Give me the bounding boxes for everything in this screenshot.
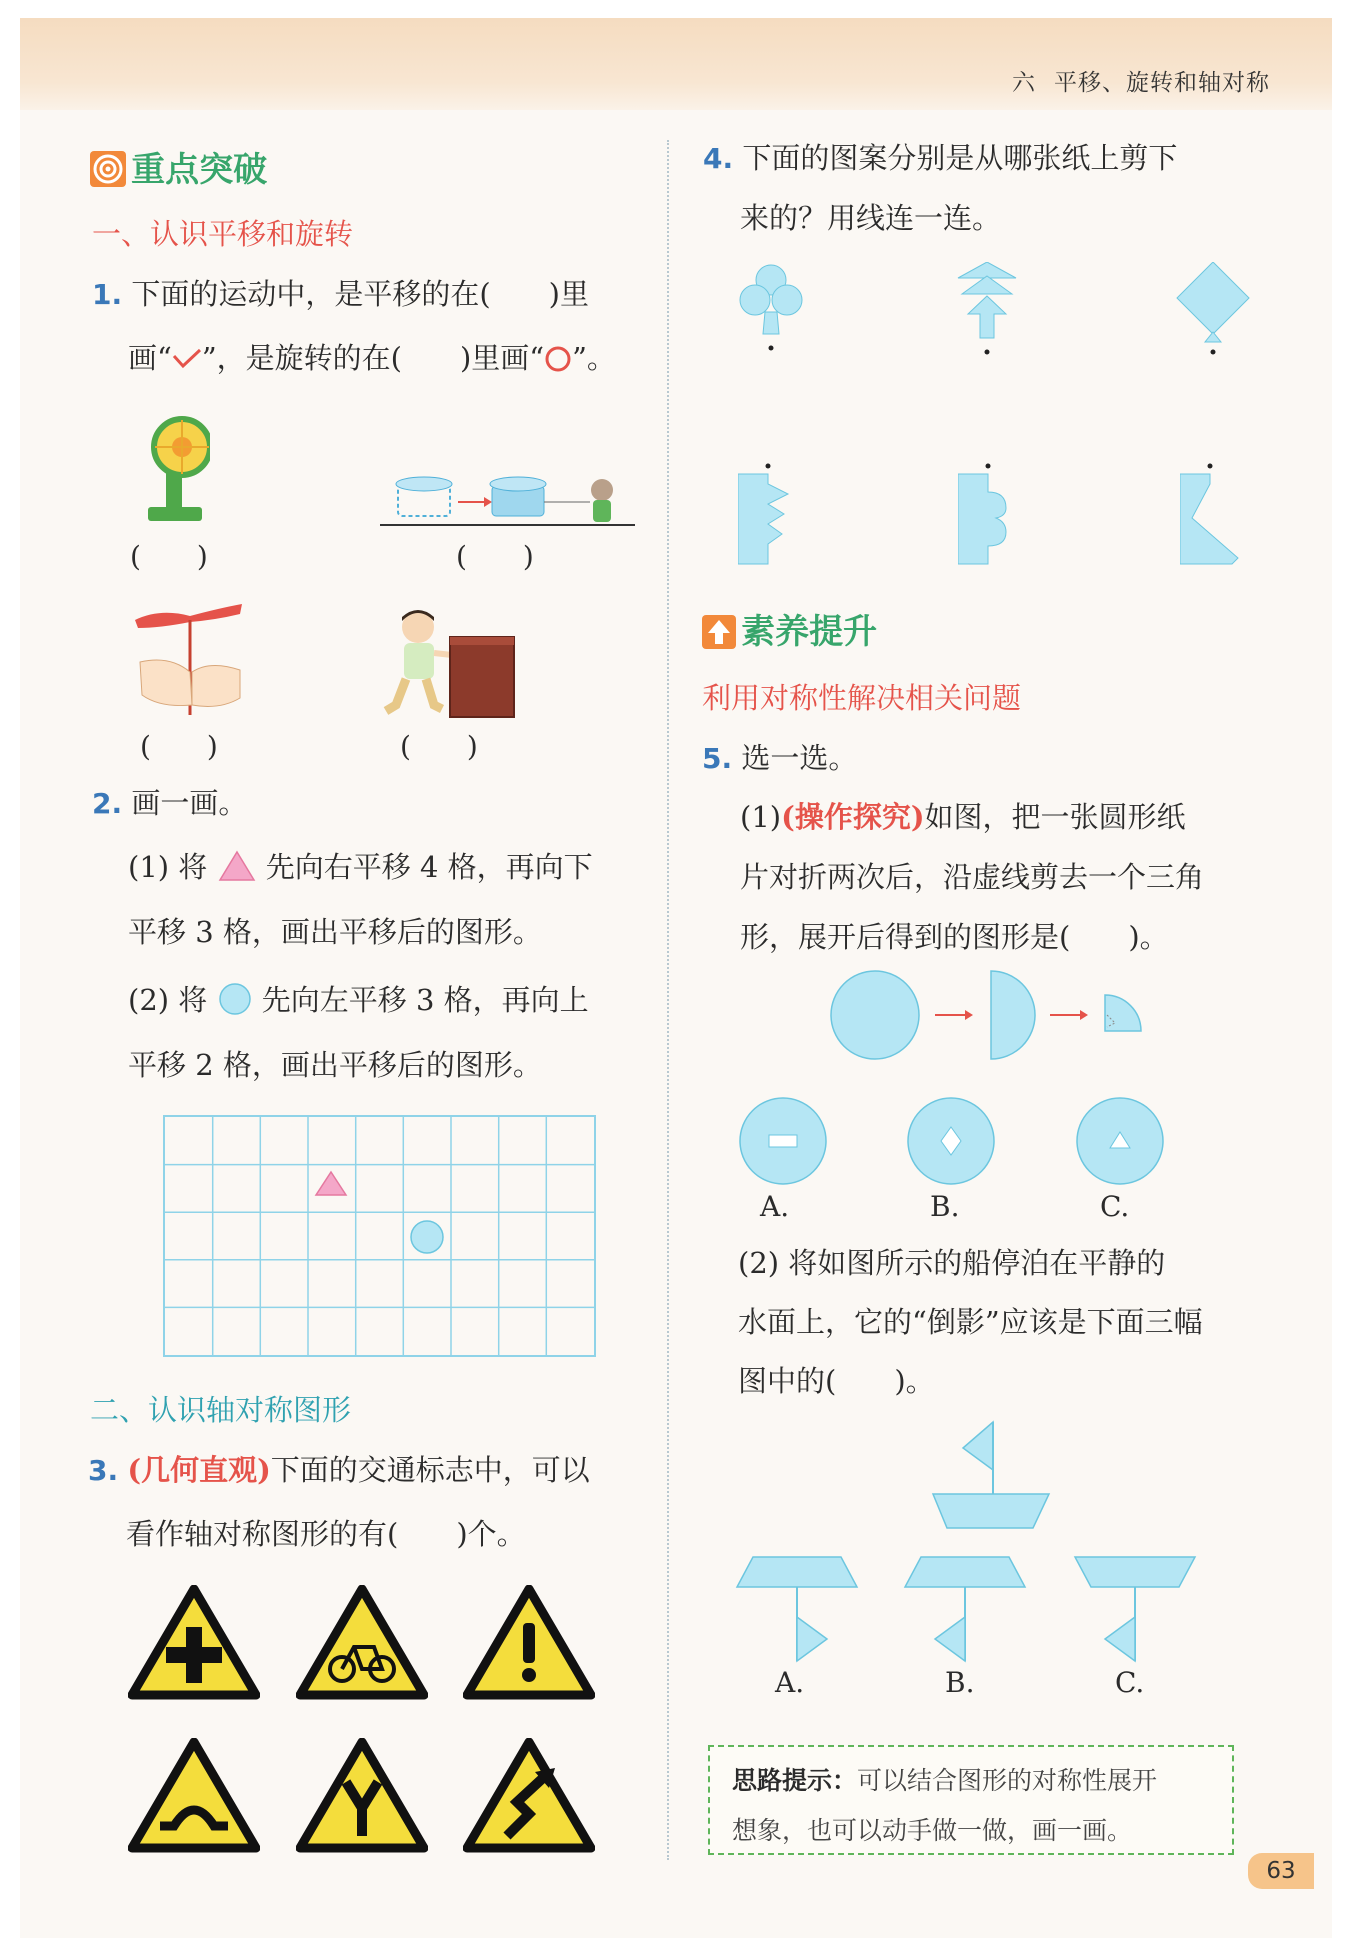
sailboat-figure [925, 1420, 1055, 1535]
q1-answer-dragonfly[interactable]: ( ) [140, 730, 218, 763]
q5-title-line [702, 738, 857, 779]
q2-p2a: (2) 将 [128, 983, 208, 1017]
q5-part2-line3: 图中的( )。 [738, 1364, 935, 1398]
q4-number: 4. [703, 142, 734, 175]
folding-process-diagram [825, 965, 1155, 1065]
q1-answer-fan[interactable]: ( ) [130, 540, 208, 573]
q1-text2a: 画“ [128, 341, 172, 375]
hint-label: 思路提示： [732, 1766, 858, 1795]
q5-title: 选一选。 [741, 741, 858, 775]
check-mark-icon [172, 348, 202, 370]
rising-arrow-icon [702, 615, 736, 649]
reflection-a-label: A. [775, 1666, 805, 1699]
reflection-c-label: C. [1115, 1666, 1145, 1699]
winding-road-sign-icon [463, 1738, 595, 1853]
bicycle-sign-icon [296, 1585, 428, 1700]
boy-pushing-box-illustration [378, 605, 518, 720]
q5-part1-line2: 片对折两次后，沿虚线剪去一个三角 [740, 860, 1205, 894]
warning-exclamation-sign-icon [463, 1585, 595, 1700]
option-c-circle-triangle[interactable] [1074, 1095, 1166, 1187]
chapter-number: 六 [1012, 70, 1036, 96]
q1-line2 [128, 338, 616, 378]
q5-p1a: (1) [740, 800, 782, 834]
q2-p2b: 先向左平移 3 格，再向上 [261, 983, 589, 1017]
cut-pattern-kite[interactable] [1175, 262, 1251, 356]
folded-paper-k-shape[interactable] [1180, 462, 1246, 567]
section-title-2: 素养提升 [741, 612, 878, 652]
option-a-circle-rectangle[interactable] [737, 1095, 829, 1187]
q3-line2: 看作轴对称图形的有( )个。 [126, 1517, 526, 1551]
electric-fan-illustration [140, 412, 210, 527]
running-header [994, 64, 1270, 97]
target-icon [90, 151, 126, 187]
subsection-translation-rotation: 一、认识平移和旋转 [92, 217, 354, 251]
hint-line1 [732, 1761, 1157, 1797]
cut-pattern-arrow-tower[interactable] [954, 262, 1020, 356]
q3-line1 [88, 1450, 590, 1491]
q4-line1 [703, 138, 1177, 179]
q3-text1: 下面的交通标志中，可以 [270, 1453, 590, 1487]
hint-line2: 想象，也可以动手做一做，画一画。 [732, 1816, 1133, 1845]
hint-box [708, 1745, 1234, 1855]
hint-text1: 可以结合图形的对称性展开 [857, 1766, 1158, 1795]
reflection-option-a[interactable] [735, 1555, 860, 1680]
reflection-option-c[interactable] [1073, 1555, 1198, 1680]
q2-title: 画一画。 [131, 786, 248, 820]
q2-part1-line1 [128, 847, 593, 887]
crossroad-sign-icon [128, 1585, 260, 1700]
q1-number: 1. [92, 278, 123, 311]
page-number: 63 [1248, 1853, 1314, 1889]
q3-tag: (几何直观) [127, 1453, 271, 1487]
q5-number: 5. [702, 742, 733, 775]
q5-part2-line1: (2) 将如图所示的船停泊在平静的 [738, 1246, 1166, 1280]
section-heading-key-points [90, 142, 267, 191]
q2-part1-line2: 平移 3 格，画出平移后的图形。 [128, 915, 542, 949]
pink-triangle-icon [217, 849, 257, 883]
subsection-symmetry-problems: 利用对称性解决相关问题 [702, 681, 1022, 715]
q2-title-line [92, 783, 247, 824]
subsection-axis-symmetry: 二、认识轴对称图形 [90, 1393, 352, 1427]
q1-text2c: ”。 [572, 341, 616, 375]
grid-lines [165, 1117, 594, 1355]
q2-part2-line1 [128, 980, 589, 1020]
q2-p1a: (1) 将 [128, 850, 208, 884]
q1-answer-boy[interactable]: ( ) [400, 730, 478, 763]
option-a-label: A. [760, 1190, 790, 1223]
conveyor-cake-illustration [380, 470, 635, 530]
q4-text1: 下面的图案分别是从哪张纸上剪下 [742, 141, 1178, 175]
folded-paper-zigzag[interactable] [738, 462, 798, 567]
section-heading-literacy [702, 604, 877, 653]
reflection-option-b[interactable] [903, 1555, 1028, 1680]
grid-circle [411, 1221, 443, 1253]
grid-triangle [316, 1172, 346, 1195]
drawing-grid[interactable] [163, 1115, 596, 1357]
blue-circle-icon [217, 982, 253, 1016]
bumpy-road-sign-icon [128, 1738, 260, 1853]
q5-p1-tag: (操作探究) [781, 800, 925, 834]
column-divider [667, 140, 669, 1860]
reflection-b-label: B. [945, 1666, 975, 1699]
q5-p1b: 如图，把一张圆形纸 [924, 800, 1186, 834]
bamboo-dragonfly-hands-illustration [130, 600, 245, 720]
q1-text2b: ”，是旋转的在( )里画“ [201, 341, 545, 375]
chapter-title: 平移、旋转和轴对称 [1054, 70, 1270, 96]
y-junction-sign-icon [296, 1738, 428, 1853]
q5-part1-line1 [740, 797, 1186, 837]
q1-line1 [92, 274, 589, 315]
q1-text1: 下面的运动中，是平移的在( )里 [131, 277, 589, 311]
section-title: 重点突破 [131, 150, 268, 190]
option-b-label: B. [930, 1190, 960, 1223]
q2-p1b: 先向右平移 4 格，再向下 [265, 850, 593, 884]
q2-number: 2. [92, 787, 123, 820]
cut-pattern-tree[interactable] [738, 262, 804, 352]
q1-answer-cake[interactable]: ( ) [456, 540, 534, 573]
q3-number: 3. [88, 1454, 119, 1487]
folded-paper-round-notch[interactable] [958, 462, 1020, 567]
q5-part1-line3: 形，展开后得到的图形是( )。 [740, 920, 1169, 954]
q5-part2-line2: 水面上，它的“倒影”应该是下面三幅 [738, 1305, 1203, 1339]
q2-part2-line2: 平移 2 格，画出平移后的图形。 [128, 1048, 542, 1082]
circle-mark-icon [544, 346, 572, 372]
q4-line2: 来的？用线连一连。 [740, 201, 1002, 235]
option-b-circle-diamond[interactable] [905, 1095, 997, 1187]
option-c-label: C. [1100, 1190, 1130, 1223]
